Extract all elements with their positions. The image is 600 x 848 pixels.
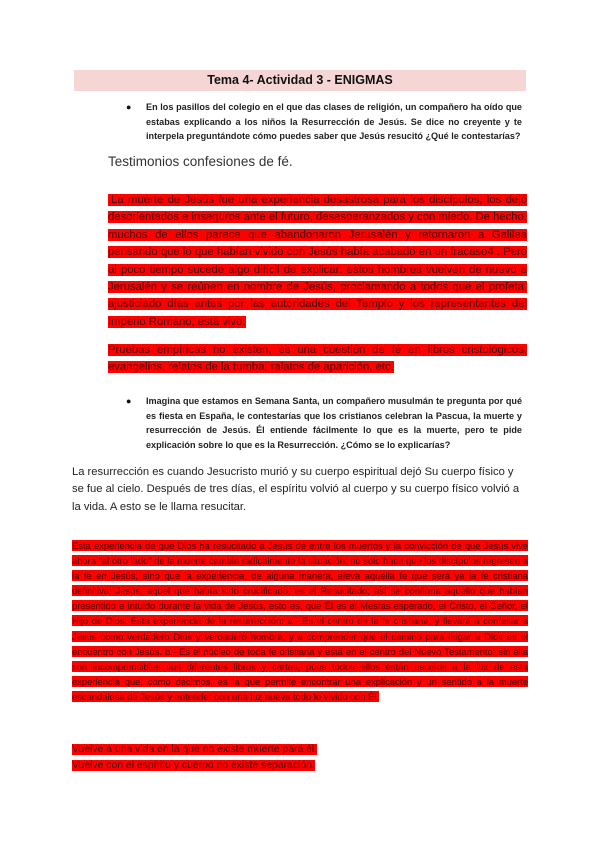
answer-1-paragraph-1-text: .La muerte de Jesús fue una experiencia desastrosa para los discípulos, los dejó desorientados e inseguros ante el futuro, desesperanzados y con miedo. De hecho, muchos de ellos parece que abandonaron Jerusalén y retornaron a Galilea pensando que lo que habían vivido con Jesús había acabado en un fracaso4 . Pero al poco tiempo sucede algo difícil de explicar: estos hombres vuelven de nuevo a Jerusalén y se reúnen en nombre de Jesús, proclamando a todos que el profeta, ajusticiado días antes por las autoridades del Templo y los representantes del Imperio Romano, está vivo.	[108, 194, 527, 328]
answer-2-paragraph-3	[72, 742, 528, 774]
answer-1-paragraph-2	[108, 342, 527, 377]
answer-2-paragraph-2-text: Esta experiencia de que Dios ha resucitado a Jesús de entre los muertos y la convicción de que Jesús vive ahora "al otro lado" de la muerte cambia radicalmente la situación: no solo hace que los discípulos regresen a la fe en Jesús, sino que la experiencia, de alguna manera, eleva aquella fe que será ya la fe cristiana definitiva: Jesús, aquel que había sido crucificado, es el Resucitado; así se confirma aquello que habían presentido e intuido durante la vida de Jesús, esto es, que Él es el Mesías esperado, el Cristo, el Señor, el Hijo de Dios. Esta experiencia de la resurrección: a.- Es el centro de la fe cristiana, y llevará a confesar a Jesús como verdadero Dios y verdadero hombre, y a comprender que el camino para llegar a Dios es el encuentro con Jesús. b.- Es el núcleo de toda fe cristiana y está en el centro del Nuevo Testamento: sin ella son incomprensibles sus diferentes libros y cartas, pues todos ellos están escritos a la luz de esta experiencia que, como decimos, es la que permite encontrar una explicación y un sentido a la muerte escandalosa de Jesús y entender con una luz nueva todo lo vivido con Él.	[72, 540, 528, 702]
answer-2-paragraph-3-line-2: Vuelve con el espíritu y cuerpo no existe separación.	[72, 760, 315, 771]
answer-2-paragraph-1: La resurrección es cuando Jesucristo murió y su cuerpo espiritual dejó Su cuerpo físico y se fue al cielo. Después de tres días, el espíritu volvió al cuerpo y su cuerpo físico volvió a la vida. A esto se le llama resucitar.	[72, 466, 520, 513]
question-1-text: En los pasillos del colegio en el que das clases de religión, un compañero ha oído que estabas explicando a los niños la Resurrección de Jesús. Se dice no creyente y te interpela preguntándote cómo puedes saber que Jesús resucitó ¿Qué le contestarías?	[146, 102, 522, 142]
question-1	[120, 100, 522, 144]
bullet-icon: ●	[126, 102, 132, 112]
answer-1-paragraph-1	[108, 192, 527, 331]
section-heading: Testimonios confesiones de fé.	[108, 154, 293, 169]
answer-2-paragraph-2	[72, 538, 528, 704]
question-2	[120, 394, 522, 452]
page-title: Tema 4- Actividad 3 - ENIGMAS	[74, 70, 526, 91]
bullet-icon: ●	[126, 396, 132, 406]
question-2-text: Imagina que estamos en Semana Santa, un compañero musulmán te pregunta por qué es fiesta en España, le contestarías que los cristianos celebran la Pascua, la muerte y resurrección de Jesús. Él entiende fácilmente lo que es la muerte, pero te pide explicación sobre lo que es la Resurrección. ¿Cómo se lo explicarías?	[146, 396, 522, 450]
answer-1-paragraph-2-text: Pruebas empíricas no existen, es una cuestión de fé en libros cristológicos, evangelios, relatos de la tumba, ralatos de aparición, etc.	[108, 344, 527, 374]
answer-2-paragraph-3-line-1: Vuelve a una vida en la que no existe muerte para él.	[72, 744, 318, 755]
